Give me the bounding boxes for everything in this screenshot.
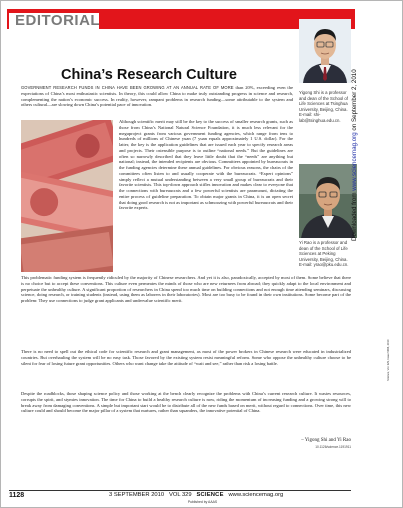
author-portrait-yigong-shi (299, 19, 351, 83)
article-paragraph-5: Despite the roadblocks, those shaping science policy and those working at the bench clearly recognize the problems with China’s current research culture. It wastes resources, corrupts the spirit, and stymies innovation. The time for China to build a healthy research culture is now, riding the momentum of increasing funding and a growing strong will to break away from damaging conventions. A simple but important start would be to distribute all of the new funds based on merit, without regard to connections. Over time, this new culture could and should become the major pillar of a system that nurtures, rather than squanders, the innovative potential of China. (21, 391, 351, 414)
article-lead: GOVERNMENT RESEARCH FUNDS IN CHINA HAVE BEEN GROWING AT AN ANNUAL RATE OF MORE (21, 85, 234, 90)
download-notice-prefix: Downloaded from (351, 190, 358, 241)
article-paragraph-2: Although scientific merit may still be the key to the success of smaller research grants, such as those from China’s National Natural Science Foundation, it is much less relevant for the megaproject grants from various government funding agencies, which range from tens to hundreds of millions of Chinese yuan (7 yuan equals approximately 1 U.S. dollar). For the latter, the key is the application guidelines that are issued each year to specify research areas and projects. Their ostensible purpose is to outline “national needs.” But the guidelines are often so narrowly described that they leave little doubt that the “needs” are anything but national; instead, the intended recipients are obvious. Committees appointed by bureaucrats in the funding agencies determine these annual guidelines. For obvious reasons, the chairs of the committees often listen to and usually cooperate with the bureaucrats. “Expert opinions” simply reflect a mutual understanding between a very small group of bureaucrats and their favorite scientists. This top-down approach stifles innovation and makes clear to everyone that the connections with bureaucrats and a few powerful scientists are paramount, dictating the entire process of guideline preparation. To obtain major grants in China, it is an open secret that doing good research is not as important as schmoozing with powerful bureaucrats and their favorite experts. (119, 119, 293, 211)
article-paragraph-1 (21, 85, 293, 119)
banknotes-photo (21, 120, 113, 272)
article-signature: – Yigong Shi and Yi Rao (301, 438, 351, 443)
footer-date: 3 SEPTEMBER 2010 (109, 492, 165, 498)
download-notice-link[interactable]: www.sciencemag.org (351, 132, 358, 191)
footer-rule (9, 490, 351, 491)
section-label: EDITORIAL (7, 11, 101, 29)
side-citation: Science, Vol. 329, Issue 5996, 2010 (387, 339, 390, 381)
footer-journal: SCIENCE (196, 492, 224, 498)
author-bio-yi-rao: Yi Rao is a professor and dean of the School of Life Sciences at Peking University, Beijing, China. E-mail: yrao@pku.edu.cn. (299, 240, 349, 268)
author-portrait-yi-rao (299, 164, 357, 238)
article-paragraph-3: This problematic funding system is frequently ridiculed by the majority of Chinese researchers. And yet it is also, paradoxically, accepted by most of them. Some believe that there is no choice but to accept these conventions. This culture even permeates the minds of those who are new returnees from abroad; they quickly adapt to the local environment and perpetuate the unhealthy culture. A significant proportion of researchers in China spend too much time on building connections and not enough time attending seminars, discussing science, doing research, or training students (instead, using them as laborers in their laboratories). Most are too busy to be found in their own institutions. Some become part of the problem: They use connections to judge grant applicants and undervalue scientific merit. (21, 275, 351, 303)
published-by: Published by AAAS (187, 500, 218, 504)
footer-volume: VOL 329 (168, 492, 192, 498)
download-notice (351, 1, 361, 241)
footer-info (109, 492, 319, 498)
article-title: China’s Research Culture (61, 67, 237, 83)
author-bio-yigong-shi: Yigong Shi is a professor and dean of the School of Life Sciences at Tsinghua University, Beijing, China. E-mail: shi-lab@tsinghua.edu.cn. (299, 90, 348, 123)
article-paragraph-1-text: than 20%, exceeding even the expectations of China’s most enthusiastic scientists. In theory, this could allow China to make truly outstanding progress in science and research, complementing the nation’s economic success. In reality, however, rampant problems in research funding—some attributable to the system and others cultural—are slowing down China’s potential pace of innovation. (21, 85, 293, 108)
article-paragraph-4: There is no need to spell out the ethical code for scientific research and grant management, as most of the power brokers in Chinese research were educated in industrialized countries. But overhauling the system will be no easy task. Those favored by the existing system resist meaningful reform. Some who oppose the unhealthy culture choose to be silent for fear of losing future grant opportunities. Others who want change take the attitude of “wait and see,” rather than risk a losing battle. (21, 349, 351, 366)
page-number: 1128 (9, 492, 25, 499)
download-notice-suffix: on September 2, 2010 (351, 69, 358, 133)
footer-url[interactable]: www.sciencemag.org (228, 492, 284, 498)
article-doi[interactable]: 10.1126/science.1191911 (315, 445, 351, 449)
